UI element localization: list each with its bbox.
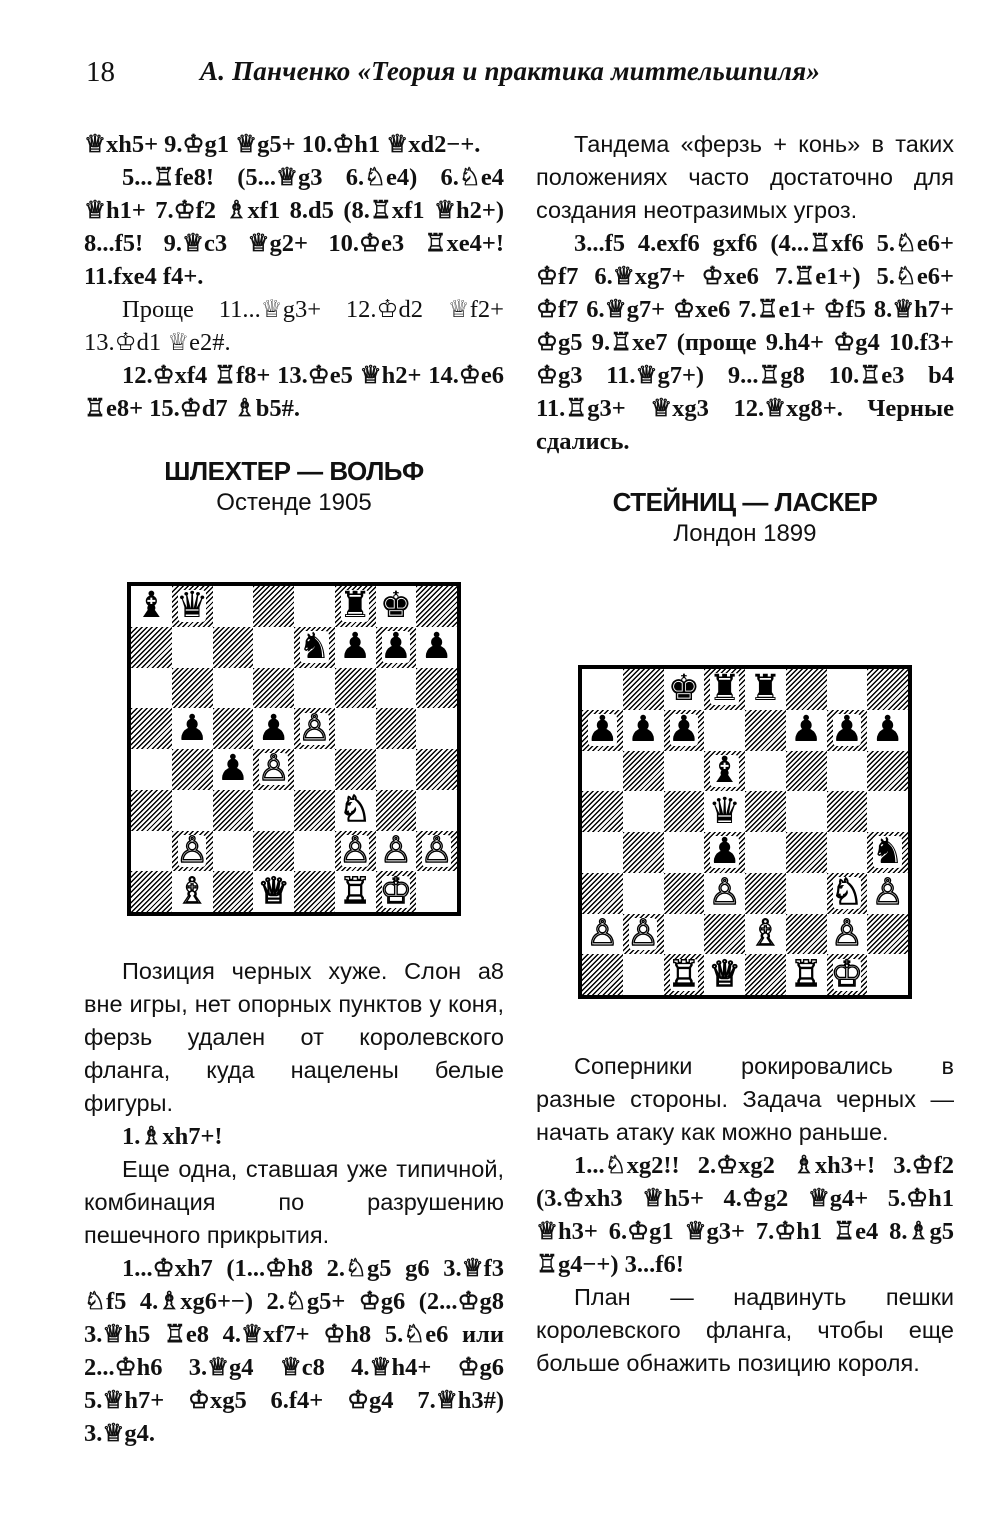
commentary-paragraph: Позиция черных хуже. Слон а8 вне игры, нет опорных пунктов у коня, ферзь удален от королевского фланга, куда нацелены белые фигуры. <box>84 958 504 1116</box>
board-square <box>704 832 745 873</box>
board-square <box>253 831 294 872</box>
chess-piece-icon: ♗ <box>175 871 209 912</box>
board-square <box>253 586 294 627</box>
board-square <box>213 668 254 709</box>
board-square <box>623 832 664 873</box>
board-square <box>867 791 908 832</box>
board-square <box>827 914 868 955</box>
chess-diagram-1 <box>127 582 461 916</box>
chess-piece-icon: ♙ <box>338 830 372 871</box>
chess-piece-icon: ♟ <box>626 709 660 751</box>
right-column <box>536 128 954 550</box>
board-square <box>582 791 623 832</box>
board-square <box>213 627 254 668</box>
chessboard <box>578 665 912 999</box>
moves-paragraph: 1...♔xh7 (1...♔h8 2.♘g5 g6 3.♕f3 ♘f5 4.♗xg6+−) 2.♘g5+ ♔g6 (2...♔g8 3.♕h5 ♖e8 4.♕xf7+ ♔h8 5.♘e6 или 2...♔h6 3.♕g4 ♕c8 4.♕h4+ ♔g6 5.♕h7+ ♔xg5 6.f4+ ♔g4 7.♕h3#) 3.♕g4. <box>84 1255 504 1447</box>
board-square <box>213 871 254 912</box>
chess-piece-icon: ♙ <box>708 872 741 914</box>
board-square <box>335 790 376 831</box>
chess-piece-icon: ♖ <box>338 871 372 912</box>
board-square <box>745 669 786 710</box>
board-square <box>786 710 827 751</box>
board-square <box>664 914 705 955</box>
board-square <box>253 708 294 749</box>
board-square <box>704 873 745 914</box>
board-square <box>172 749 213 790</box>
chess-piece-icon: ♕ <box>708 954 741 995</box>
board-square <box>335 749 376 790</box>
board-square <box>582 710 623 751</box>
board-square <box>704 710 745 751</box>
board-square <box>416 749 457 790</box>
chess-piece-icon: ♞ <box>298 626 331 668</box>
chess-piece-icon: ♟ <box>789 709 823 751</box>
game-subtitle: Лондон 1899 <box>673 520 817 547</box>
board-square <box>582 669 623 710</box>
commentary-paragraph: Еще одна, ставшая уже типичной, комбинация по разрушению пешечного прикрытия. <box>84 1156 504 1248</box>
chess-piece-icon: ♜ <box>338 586 372 627</box>
board-square <box>664 873 705 914</box>
page-number: 18 <box>86 56 115 88</box>
chess-piece-icon: ♜ <box>708 669 741 710</box>
board-square <box>172 708 213 749</box>
chess-piece-icon: ♟ <box>175 708 209 749</box>
chess-piece-icon: ♙ <box>586 913 619 954</box>
chess-piece-icon: ♛ <box>708 791 741 832</box>
board-square <box>867 669 908 710</box>
chess-piece-icon: ♟ <box>667 709 701 751</box>
left-column-lower <box>84 955 504 1450</box>
chess-piece-icon: ♛ <box>175 586 209 627</box>
board-square <box>416 790 457 831</box>
chess-piece-icon: ♟ <box>420 626 453 668</box>
chess-piece-icon: ♙ <box>298 708 331 749</box>
board-square <box>376 627 417 668</box>
moves-paragraph: Проще 11...♕g3+ 12.♔d2 ♕f2+ 13.♔d1 ♕e2#. <box>84 296 504 356</box>
board-square <box>867 954 908 995</box>
board-square <box>664 669 705 710</box>
board-square <box>335 871 376 912</box>
chess-piece-icon: ♟ <box>586 709 619 751</box>
board-square <box>294 708 335 749</box>
board-square <box>416 831 457 872</box>
board-square <box>172 831 213 872</box>
chess-piece-icon: ♚ <box>667 669 701 710</box>
board-square <box>664 954 705 995</box>
board-square <box>623 710 664 751</box>
board-square <box>786 914 827 955</box>
left-column <box>84 128 504 519</box>
game-title: СТЕЙНИЦ — ЛАСКЕР <box>612 487 878 517</box>
board-square <box>131 831 172 872</box>
chess-piece-icon: ♜ <box>749 669 782 710</box>
board-square <box>294 668 335 709</box>
board-square <box>704 751 745 792</box>
board-square <box>253 790 294 831</box>
running-title: А. Панченко «Теория и практика миттельшпиля» <box>200 56 821 86</box>
commentary-paragraph: Тандема «ферзь + конь» в таких положениях часто достаточно для создания неотразимых угроз. <box>536 131 954 223</box>
board-square <box>131 790 172 831</box>
chess-piece-icon: ♘ <box>338 789 372 831</box>
board-square <box>582 832 623 873</box>
board-square <box>745 914 786 955</box>
board-square <box>253 871 294 912</box>
board-square <box>131 627 172 668</box>
chess-piece-icon: ♙ <box>871 872 904 914</box>
chess-piece-icon: ♖ <box>667 954 701 995</box>
board-square <box>131 749 172 790</box>
board-square <box>664 832 705 873</box>
chess-piece-icon: ♖ <box>789 954 823 995</box>
board-square <box>867 914 908 955</box>
chess-piece-icon: ♟ <box>379 626 413 668</box>
board-square <box>131 871 172 912</box>
board-square <box>786 669 827 710</box>
board-square <box>172 586 213 627</box>
chess-piece-icon: ♙ <box>257 749 290 790</box>
moves-paragraph: ♕xh5+ 9.♔g1 ♕g5+ 10.♔h1 ♕xd2−+. <box>84 131 481 158</box>
board-square <box>867 873 908 914</box>
moves-paragraph: 5...♖fe8! (5...♕g3 6.♘e4) 6.♘e4 ♕h1+ 7.♔f2 ♗xf1 8.d5 (8.♖xf1 ♕h2+) 8...f5! 9.♕c3 ♕g2+ 10.♔e3 ♖xe4+! 11.fxe4 f4+. <box>84 164 504 290</box>
moves-paragraph: 3...f5 4.exf6 gxf6 (4...♖xf6 5.♘e6+ ♔f7 6.♕xg7+ ♔xe6 7.♖e1+) 5.♘e6+ ♔f7 6.♕g7+ ♔xe6 7.♖e1+ ♔f5 8.♕h7+ ♔g5 9.♖xe7 (проще 9.h4+ ♔g4 10.f3+ ♔g3 11.♕g7+) 9...♖g8 10.♖e3 b4 11.♖g3+ ♕xg3 12.♕xg8+. Черные сдались. <box>536 230 954 455</box>
chess-piece-icon: ♟ <box>871 709 904 751</box>
board-square <box>827 751 868 792</box>
board-square <box>867 710 908 751</box>
board-square <box>335 831 376 872</box>
chess-piece-icon: ♔ <box>379 871 413 912</box>
chessboard <box>127 582 461 916</box>
chess-piece-icon: ♔ <box>830 954 864 995</box>
board-square <box>745 791 786 832</box>
board-square <box>416 871 457 912</box>
board-square <box>745 954 786 995</box>
board-square <box>376 668 417 709</box>
board-square <box>294 749 335 790</box>
board-square <box>745 751 786 792</box>
board-square <box>786 954 827 995</box>
board-square <box>213 749 254 790</box>
chess-piece-icon: ♟ <box>830 709 864 751</box>
board-square <box>416 708 457 749</box>
board-square <box>704 914 745 955</box>
board-square <box>253 749 294 790</box>
board-square <box>416 627 457 668</box>
moves-paragraph: 1.♗xh7+! <box>122 1123 223 1150</box>
board-square <box>172 668 213 709</box>
chess-piece-icon: ♗ <box>749 913 782 954</box>
chess-piece-icon: ♝ <box>135 586 168 627</box>
board-square <box>213 790 254 831</box>
chess-piece-icon: ♟ <box>708 832 741 873</box>
board-square <box>664 751 705 792</box>
board-square <box>623 954 664 995</box>
moves-paragraph: 1...♘xg2!! 2.♔xg2 ♗xh3+! 3.♔f2 (3.♔xh3 ♕h5+ 4.♔g2 ♕g4+ 5.♔h1 ♕h3+ 6.♔g1 ♕g3+ 7.♔h1 ♖e4 8.♗g5 ♖g4−+) 3...f6! <box>536 1152 954 1278</box>
board-square <box>827 791 868 832</box>
board-square <box>376 749 417 790</box>
commentary-paragraph: Соперники рокировались в разные стороны. Задача черных — начать атаку как можно раньше. <box>536 1053 954 1145</box>
board-square <box>704 954 745 995</box>
board-square <box>376 708 417 749</box>
chess-piece-icon: ♚ <box>379 586 413 627</box>
board-square <box>172 871 213 912</box>
board-square <box>213 586 254 627</box>
board-square <box>786 832 827 873</box>
commentary-paragraph: План — надвинуть пешки королевского фланга, чтобы еще больше обнажить позицию короля. <box>536 1284 954 1376</box>
board-square <box>335 627 376 668</box>
game-title: ШЛЕХТЕР — ВОЛЬФ <box>164 456 424 486</box>
chess-piece-icon: ♟ <box>338 626 372 668</box>
chess-piece-icon: ♟ <box>216 749 250 790</box>
board-square <box>664 710 705 751</box>
board-square <box>253 627 294 668</box>
board-square <box>582 914 623 955</box>
board-square <box>335 586 376 627</box>
board-square <box>582 954 623 995</box>
board-square <box>786 751 827 792</box>
page-header <box>86 52 926 92</box>
chess-piece-icon: ♕ <box>257 871 290 912</box>
chess-piece-icon: ♟ <box>257 708 290 749</box>
board-square <box>213 708 254 749</box>
board-square <box>745 710 786 751</box>
board-square <box>623 873 664 914</box>
game-subtitle: Остенде 1905 <box>216 489 372 516</box>
board-square <box>623 669 664 710</box>
chess-diagram-2 <box>578 665 912 999</box>
board-square <box>827 832 868 873</box>
board-square <box>786 873 827 914</box>
board-square <box>704 791 745 832</box>
board-square <box>376 586 417 627</box>
chess-piece-icon: ♙ <box>379 830 413 871</box>
board-square <box>745 873 786 914</box>
chess-piece-icon: ♞ <box>871 832 904 873</box>
moves-paragraph: 12.♔xf4 ♖f8+ 13.♔e5 ♕h2+ 14.♔e6 ♖e8+ 15.♔d7 ♗b5#. <box>84 362 504 422</box>
board-square <box>294 627 335 668</box>
board-square <box>294 871 335 912</box>
chess-piece-icon: ♙ <box>175 830 209 871</box>
board-square <box>376 831 417 872</box>
board-square <box>172 627 213 668</box>
board-square <box>867 751 908 792</box>
board-square <box>827 710 868 751</box>
chess-piece-icon: ♙ <box>626 913 660 954</box>
board-square <box>416 668 457 709</box>
board-square <box>786 791 827 832</box>
board-square <box>335 668 376 709</box>
board-square <box>172 790 213 831</box>
board-square <box>213 831 254 872</box>
chess-piece-icon: ♙ <box>830 913 864 954</box>
board-square <box>623 751 664 792</box>
board-square <box>335 708 376 749</box>
board-square <box>582 873 623 914</box>
board-square <box>131 586 172 627</box>
board-square <box>376 790 417 831</box>
board-square <box>582 751 623 792</box>
board-square <box>704 669 745 710</box>
board-square <box>376 871 417 912</box>
board-square <box>827 873 868 914</box>
board-square <box>253 668 294 709</box>
board-square <box>664 791 705 832</box>
board-square <box>623 791 664 832</box>
board-square <box>131 708 172 749</box>
board-square <box>827 669 868 710</box>
board-square <box>416 586 457 627</box>
right-column-lower <box>536 1050 954 1380</box>
chess-piece-icon: ♝ <box>708 750 741 791</box>
board-square <box>294 831 335 872</box>
board-square <box>745 832 786 873</box>
board-square <box>131 668 172 709</box>
board-square <box>294 586 335 627</box>
board-square <box>827 954 868 995</box>
chess-piece-icon: ♙ <box>420 830 453 871</box>
chess-piece-icon: ♘ <box>830 872 864 914</box>
board-square <box>294 790 335 831</box>
board-square <box>623 914 664 955</box>
board-square <box>867 832 908 873</box>
